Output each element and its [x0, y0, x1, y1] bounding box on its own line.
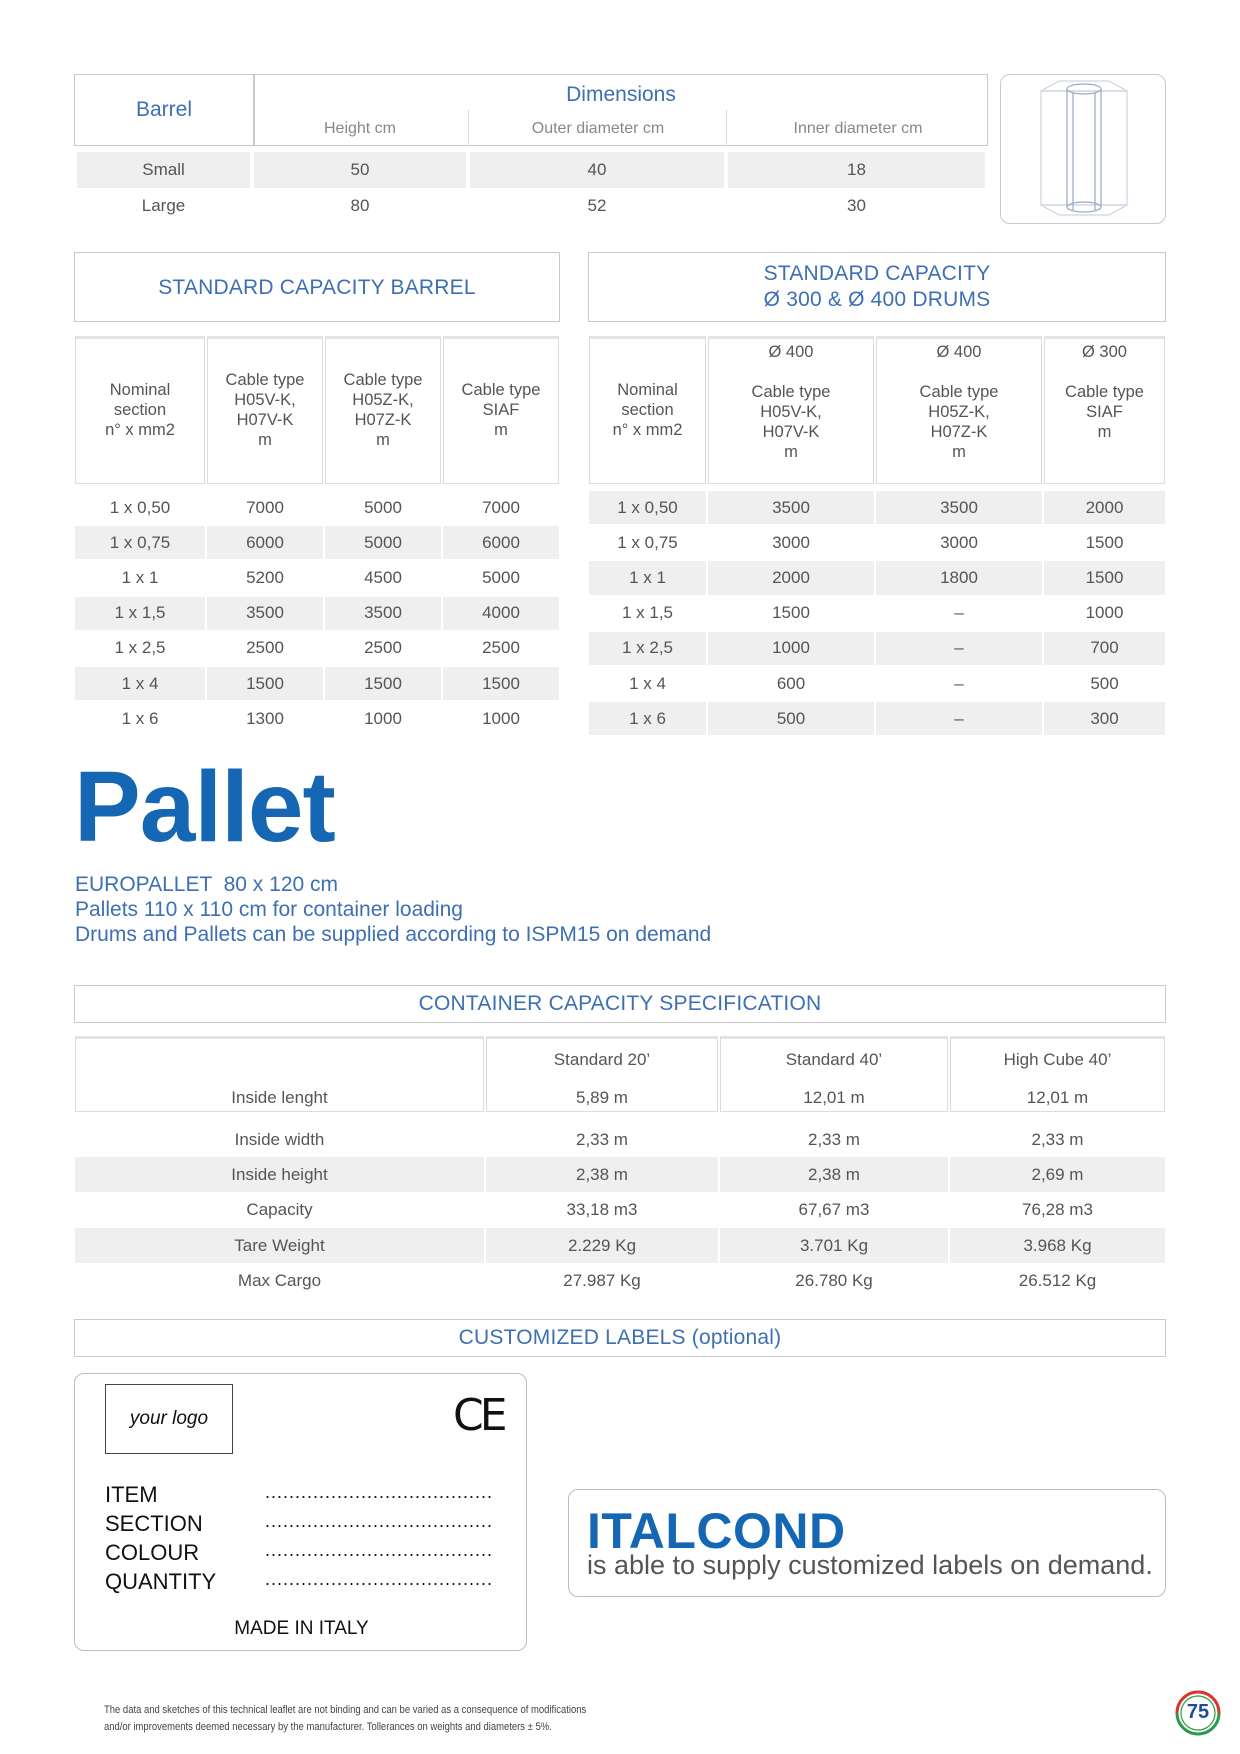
container-row [75, 1228, 1165, 1263]
std-barrel-row [75, 525, 559, 560]
std-drums-row [589, 525, 1165, 560]
std-drums-cell: 1 x 0,75 [617, 532, 678, 552]
container-cell: 2,33 m [1031, 1130, 1084, 1149]
barrel-row-small: Small 50 40 18 [77, 152, 985, 188]
container-row [75, 1086, 1165, 1121]
container-row-label: Max Cargo [237, 1271, 322, 1290]
logo-text: your logo [129, 1408, 209, 1429]
std-drums-row [589, 490, 1165, 525]
std-drums-cell: 3000 [772, 532, 810, 552]
barrel-row-large: Large 80 52 30 [141, 196, 866, 215]
std-drums-row [589, 560, 1165, 595]
std-barrel-cell: 5000 [364, 497, 402, 517]
std-barrel-row [75, 560, 559, 595]
container-cell: 26.512 Kg [1018, 1271, 1097, 1290]
dim-col-height: Height cm [323, 120, 397, 137]
label-dots-quantity: ...................................... [265, 1569, 494, 1589]
std-barrel-cell: 1500 [246, 673, 284, 693]
std-drums-cell: 1 x 6 [629, 708, 666, 728]
std-barrel-cell: 1500 [482, 673, 520, 693]
std-drums-cell: 1 x 0,50 [617, 497, 678, 517]
std-drums-row [589, 701, 1165, 736]
std-barrel-cell: 3500 [364, 603, 402, 623]
container-cell: 2,38 m [576, 1165, 628, 1184]
ce-mark-icon: CE [453, 1390, 504, 1441]
std-barrel-header-h05z: Cable type H05Z-K, H07Z-K m [343, 371, 423, 449]
container-row [75, 1122, 1165, 1157]
container-row-label: Tare Weight [234, 1236, 325, 1255]
container-cell: 3.701 Kg [799, 1236, 869, 1255]
container-col-hc40: High Cube 40’ [1003, 1050, 1112, 1069]
label-field-item: ITEM [105, 1482, 158, 1507]
std-drums-header-section: Nominal section n° x mm2 [612, 381, 683, 439]
std-barrel-row [75, 666, 559, 701]
container-col-40: Standard 40’ [785, 1050, 883, 1069]
std-drums-cell: 3500 [772, 497, 810, 517]
std-drums-cell: 1000 [1085, 603, 1124, 623]
barrel-sketch-icon [1001, 75, 1167, 225]
std-barrel-header-siaf: Cable type SIAF m [461, 381, 541, 439]
std-drums-title-line2: Ø 300 & Ø 400 DRUMS [763, 288, 991, 311]
std-drums-cell: 3500 [940, 497, 978, 517]
std-barrel-row [75, 596, 559, 631]
container-col-20: Standard 20’ [553, 1050, 651, 1069]
container-cell: 12,01 m [1026, 1088, 1089, 1107]
std-drums-cell: 500 [1090, 673, 1119, 693]
pallet-line-1: EUROPALLET 80 x 120 cm [75, 873, 339, 896]
std-drums-row [589, 666, 1165, 701]
std-drums-title-line1: STANDARD CAPACITY [763, 262, 991, 285]
std-barrel-cell: 6000 [482, 532, 520, 552]
dim-col-inner: Inner diameter cm [793, 120, 923, 137]
container-title: CONTAINER CAPACITY SPECIFICATION [418, 992, 822, 1015]
container-row-label: Capacity [246, 1200, 313, 1219]
std-barrel-cell: 1 x 0,50 [109, 497, 171, 517]
container-row [75, 1157, 1165, 1192]
label-field-colour: COLOUR [105, 1540, 200, 1565]
std-barrel-row [75, 490, 559, 525]
std-drums-cell: 1 x 1 [629, 567, 666, 587]
container-cell: 5,89 m [576, 1088, 628, 1107]
std-drums-cell: – [954, 603, 964, 623]
std-barrel-cell: 5000 [364, 532, 402, 552]
std-drums-cell: 1500 [1085, 532, 1124, 552]
container-cell: 2,33 m [576, 1130, 628, 1149]
label-dots-colour: ...................................... [265, 1540, 494, 1560]
std-drums-cell: 700 [1090, 638, 1119, 658]
std-drums-header-h05z: Ø 400 Cable type H05Z-K, H07Z-K m [919, 343, 999, 461]
std-barrel-cell: 1 x 1 [121, 567, 159, 587]
container-row-label: Inside lenght [231, 1088, 328, 1107]
pallet-title: Pallet [74, 751, 335, 863]
std-barrel-cell: 3500 [246, 603, 284, 623]
footer-disclaimer-2: and/or improvements deemed necessary by the manufacturer. Tollerances on weights and diameters ± 5%. [104, 1721, 552, 1733]
barrel-illustration [1000, 74, 1166, 224]
pallet-line-3: Drums and Pallets can be supplied according to ISPM15 on demand [75, 923, 712, 946]
container-row-label: Inside width [234, 1130, 325, 1149]
std-drums-cell: 500 [776, 708, 806, 728]
std-barrel-cell: 1500 [364, 673, 402, 693]
std-barrel-cell: 5200 [246, 567, 284, 587]
std-barrel-row [75, 701, 559, 736]
container-row [75, 1192, 1165, 1227]
std-barrel-cell: 1300 [246, 708, 284, 728]
std-drums-cell: 2000 [1085, 497, 1124, 517]
std-drums-cell: 3000 [940, 532, 978, 552]
label-field-quantity: QUANTITY [105, 1569, 217, 1594]
std-barrel-cell: 2500 [482, 638, 520, 658]
std-barrel-cell: 7000 [482, 497, 520, 517]
std-drums-row [589, 631, 1165, 666]
std-barrel-cell: 7000 [246, 497, 284, 517]
container-cell: 2,38 m [808, 1165, 860, 1184]
container-cell: 33,18 m3 [566, 1200, 638, 1219]
container-cell: 26.780 Kg [795, 1271, 873, 1290]
std-barrel-cell: 6000 [246, 532, 284, 552]
container-row [75, 1263, 1165, 1298]
std-drums-cell: 1 x 2,5 [621, 638, 674, 658]
italcond-text: is able to supply customized labels on demand. [587, 1550, 1153, 1580]
std-drums-header-siaf: Ø 300 Cable type SIAF m [1065, 343, 1144, 441]
labels-title: CUSTOMIZED LABELS (optional) [458, 1326, 782, 1349]
footer-disclaimer-1: The data and sketches of this technical leaflet are not binding and can be varied as a consequence of modifications [104, 1704, 587, 1716]
std-drums-cell: 1 x 1,5 [621, 603, 674, 623]
std-barrel-cell: 5000 [482, 567, 520, 587]
std-drums-row [589, 596, 1165, 631]
dim-col-outer: Outer diameter cm [531, 120, 665, 137]
std-barrel-title: STANDARD CAPACITY BARREL [158, 276, 476, 299]
std-drums-cell: 600 [776, 673, 806, 693]
std-barrel-cell: 2500 [246, 638, 284, 658]
label-dots-item: ...................................... [265, 1482, 494, 1502]
std-barrel-cell: 4500 [364, 567, 402, 587]
std-barrel-cell: 1 x 0,75 [109, 532, 171, 552]
std-drums-cell: 1800 [940, 567, 978, 587]
std-barrel-cell: 1000 [364, 708, 402, 728]
std-barrel-header-h05v: Cable type H05V-K, H07V-K m [225, 371, 305, 449]
std-barrel-cell: 1 x 2,5 [114, 638, 166, 658]
std-drums-cell: 2000 [772, 567, 810, 587]
container-cell: 2.229 Kg [567, 1236, 637, 1255]
std-barrel-cell: 4000 [482, 603, 520, 623]
page-number-badge [1175, 1690, 1221, 1736]
italcond-card [568, 1489, 1166, 1597]
container-cell: 27.987 Kg [563, 1271, 641, 1290]
std-barrel-row [75, 631, 559, 666]
std-drums-cell: – [954, 708, 964, 728]
std-barrel-header-section: Nominal section n° x mm2 [105, 381, 175, 439]
dimensions-title: Dimensions [566, 83, 676, 106]
std-barrel-cell: 1 x 1,5 [114, 603, 166, 623]
std-drums-cell: – [954, 673, 964, 693]
std-drums-cell: – [954, 638, 964, 658]
std-barrel-cell: 1000 [482, 708, 520, 728]
std-drums-cell: 1 x 4 [629, 673, 666, 693]
barrel-title: Barrel [135, 98, 193, 121]
std-barrel-cell: 1 x 4 [121, 673, 159, 693]
sample-label-card [74, 1373, 527, 1651]
container-cell: 2,33 m [808, 1130, 860, 1149]
container-cell: 76,28 m3 [1022, 1200, 1093, 1219]
made-in-italy: MADE IN ITALY [234, 1618, 369, 1639]
std-drums-cell: 1000 [772, 638, 810, 658]
italcond-brand: ITALCOND [587, 1503, 846, 1559]
label-field-section: SECTION [105, 1511, 203, 1536]
std-drums-cell: 300 [1090, 708, 1119, 728]
container-cell: 12,01 m [803, 1088, 865, 1107]
container-cell: 2,69 m [1031, 1165, 1084, 1184]
container-cell: 3.968 Kg [1023, 1236, 1092, 1255]
label-dots-section: ...................................... [265, 1511, 494, 1531]
std-barrel-cell: 2500 [364, 638, 402, 658]
std-drums-cell: 1500 [1085, 567, 1124, 587]
std-drums-cell: 1500 [772, 603, 810, 623]
container-row-label: Inside height [231, 1165, 328, 1184]
std-drums-header-h05v: Ø 400 Cable type H05V-K, H07V-K m [751, 343, 831, 461]
pallet-line-2: Pallets 110 x 110 cm for container loading [75, 898, 463, 921]
container-cell: 67,67 m3 [798, 1200, 870, 1219]
page-number: 75 [1186, 1701, 1210, 1723]
logo-placeholder [105, 1384, 233, 1454]
std-barrel-cell: 1 x 6 [121, 708, 159, 728]
